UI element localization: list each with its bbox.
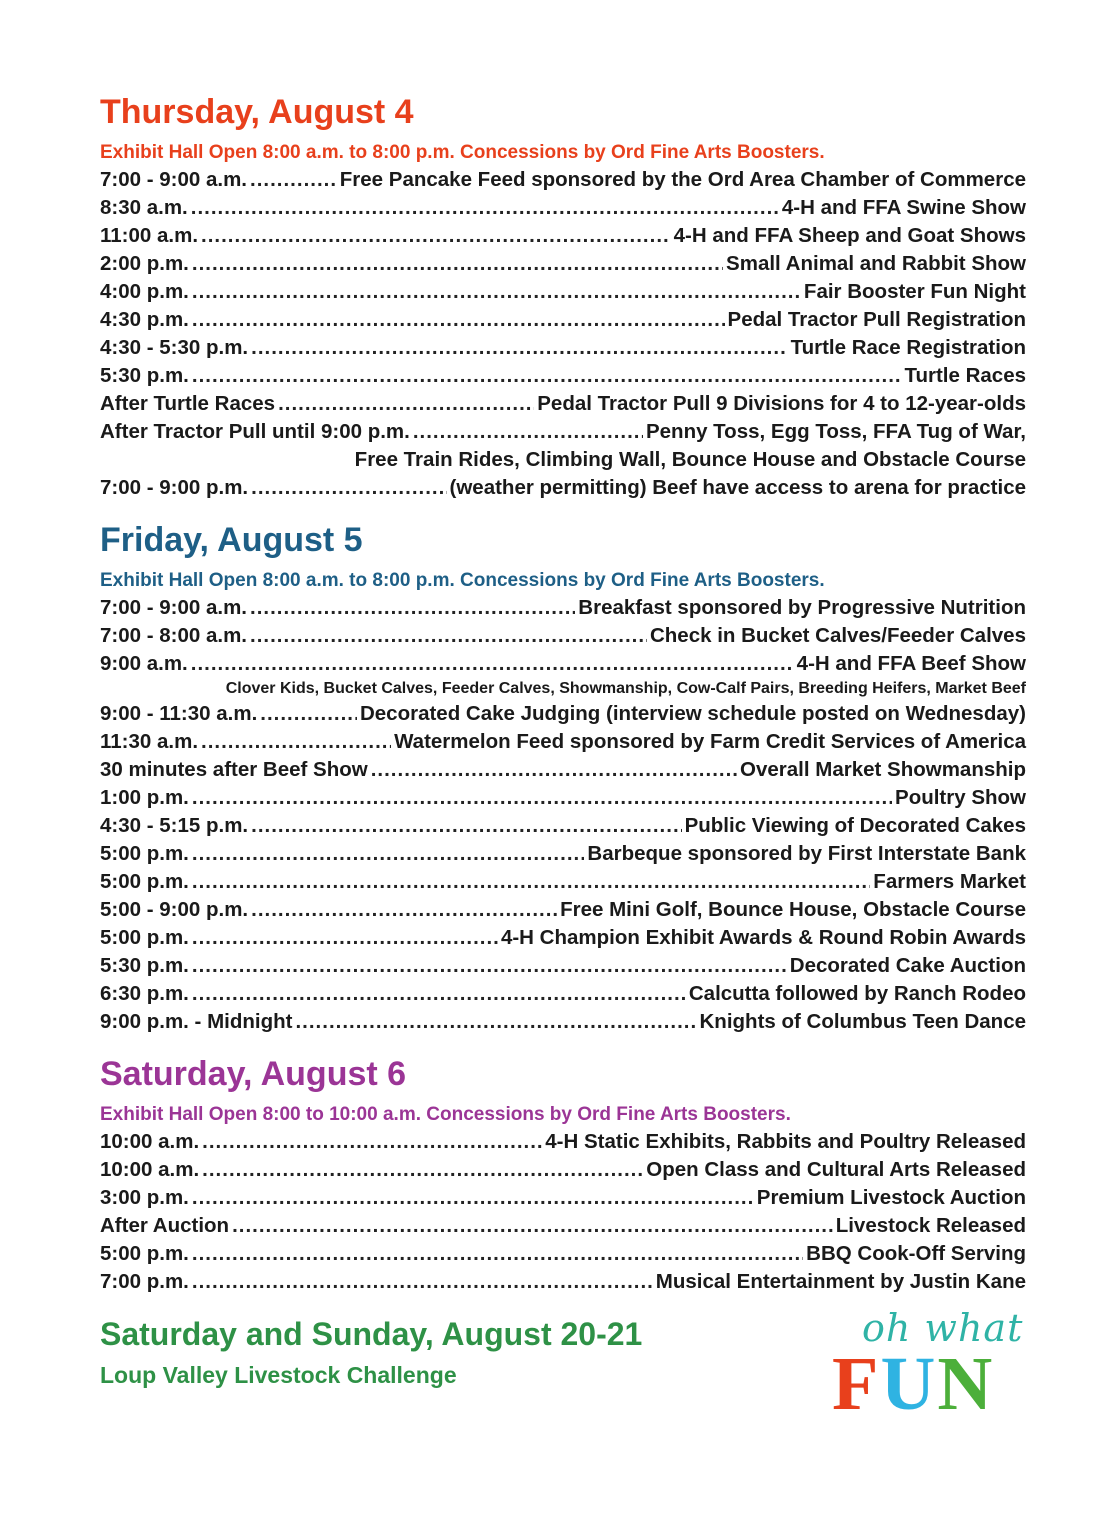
- row-time: 5:00 p.m.: [100, 870, 189, 893]
- row-time: 7:00 p.m.: [100, 1270, 189, 1293]
- schedule-row: [100, 840, 1026, 868]
- row-time: 4:00 p.m.: [100, 280, 189, 303]
- leader-dots: [192, 840, 585, 868]
- schedule-row: [100, 952, 1026, 980]
- friday-rows: [100, 594, 1026, 1036]
- row-time: 9:00 - 11:30 a.m.: [100, 702, 258, 725]
- row-time: 5:30 p.m.: [100, 364, 189, 387]
- row-event: Penny Toss, Egg Toss, FFA Tug of War,: [645, 420, 1026, 443]
- row-event: Calcutta followed by Ranch Rodeo: [688, 982, 1026, 1005]
- schedule-row: [100, 166, 1026, 194]
- schedule-row: [100, 924, 1026, 952]
- row-event: 4-H and FFA Swine Show: [781, 196, 1026, 219]
- row-time: 11:30 a.m.: [100, 730, 199, 753]
- schedule-row: [100, 728, 1026, 756]
- row-event: Watermelon Feed sponsored by Farm Credit Services of America: [394, 730, 1026, 753]
- saturday-hall-hours: Exhibit Hall Open 8:00 to 10:00 a.m. Concessions by Ord Fine Arts Boosters.: [100, 1104, 791, 1125]
- schedule-row: [100, 1184, 1026, 1212]
- leader-dots: [232, 1212, 833, 1240]
- thursday-hall-hours: Exhibit Hall Open 8:00 a.m. to 8:00 p.m. Concessions by Ord Fine Arts Boosters.: [100, 142, 825, 163]
- schedule-row: [100, 1212, 1026, 1240]
- row-event: Musical Entertainment by Justin Kane: [655, 1270, 1026, 1293]
- row-time: 30 minutes after Beef Show: [100, 758, 368, 781]
- thursday-title: Thursday, August 4: [100, 93, 414, 131]
- schedule-row: [100, 1240, 1026, 1268]
- leader-dots: [192, 1268, 653, 1296]
- row-time: 10:00 a.m.: [100, 1158, 200, 1181]
- schedule-row: [100, 1268, 1026, 1296]
- leader-dots: [192, 952, 787, 980]
- row-event: Pedal Tractor Pull 9 Divisions for 4 to 12-year-olds: [537, 392, 1026, 415]
- schedule-row: [100, 278, 1026, 306]
- row-time: 6:30 p.m.: [100, 982, 189, 1005]
- schedule-row: [100, 896, 1026, 924]
- row-time: 7:00 - 9:00 p.m.: [100, 476, 249, 499]
- row-time: 5:30 p.m.: [100, 954, 189, 977]
- row-time: 9:00 a.m.: [100, 652, 188, 675]
- schedule-row: [100, 418, 1026, 446]
- row-event: Overall Market Showmanship: [740, 758, 1026, 781]
- row-time: 7:00 - 8:00 a.m.: [100, 624, 247, 647]
- leader-dots: [191, 650, 794, 678]
- oh-what-fun-logo: [832, 1308, 1032, 1428]
- leader-dots: [251, 334, 787, 362]
- thursday-section: [100, 92, 1026, 502]
- leader-dots: [371, 756, 737, 784]
- row-event: Livestock Released: [835, 1214, 1026, 1237]
- row-continuation: Free Train Rides, Climbing Wall, Bounce House and Obstacle Course: [354, 448, 1026, 471]
- saturday-title: Saturday, August 6: [100, 1055, 407, 1093]
- schedule-row: [100, 1156, 1026, 1184]
- schedule-row: [100, 650, 1026, 678]
- row-time: 9:00 p.m. - Midnight: [100, 1010, 293, 1033]
- row-time: 2:00 p.m.: [100, 252, 189, 275]
- row-event: Farmers Market: [873, 870, 1026, 893]
- schedule-row: [100, 1128, 1026, 1156]
- row-time: After Turtle Races: [100, 392, 276, 415]
- logo-tagline: oh what: [862, 1306, 1024, 1350]
- row-event: Turtle Race Registration: [790, 336, 1026, 359]
- saturday-section: [100, 1054, 1026, 1296]
- row-time: 8:30 a.m.: [100, 196, 188, 219]
- row-time: 5:00 p.m.: [100, 842, 189, 865]
- row-event: Pedal Tractor Pull Registration: [727, 308, 1026, 331]
- logo-letter-u: U: [880, 1342, 938, 1426]
- leader-dots: [192, 278, 801, 306]
- row-time: 11:00 a.m.: [100, 224, 199, 247]
- row-event: 4-H and FFA Beef Show: [796, 652, 1026, 675]
- leader-dots: [191, 194, 779, 222]
- friday-title: Friday, August 5: [100, 521, 363, 559]
- schedule-row: [100, 784, 1026, 812]
- row-time: 4:30 p.m.: [100, 308, 189, 331]
- schedule-row: [100, 700, 1026, 728]
- schedule-row: [100, 306, 1026, 334]
- leader-dots: [192, 1240, 803, 1268]
- row-event: Turtle Races: [904, 364, 1026, 387]
- leader-dots: [202, 1128, 542, 1156]
- schedule-row: [100, 594, 1026, 622]
- leader-dots: [250, 622, 647, 650]
- leader-dots: [192, 1184, 754, 1212]
- row-event: 4-H Static Exhibits, Rabbits and Poultry Released: [545, 1130, 1026, 1153]
- leader-dots: [251, 474, 446, 502]
- leader-dots: [192, 980, 686, 1008]
- row-event: Open Class and Cultural Arts Released: [646, 1158, 1026, 1181]
- row-time: 7:00 - 9:00 a.m.: [100, 596, 247, 619]
- schedule-row: [100, 980, 1026, 1008]
- schedule-row: [100, 250, 1026, 278]
- schedule-row: [100, 474, 1026, 502]
- row-time: 5:00 - 9:00 p.m.: [100, 898, 249, 921]
- row-event: (weather permitting) Beef have access to arena for practice: [449, 476, 1026, 499]
- weekend-subtitle: Loup Valley Livestock Challenge: [100, 1362, 457, 1388]
- schedule-row: [100, 622, 1026, 650]
- row-time: 4:30 - 5:30 p.m.: [100, 336, 249, 359]
- row-event: Check in Bucket Calves/Feeder Calves: [649, 624, 1026, 647]
- leader-dots: [192, 924, 498, 952]
- thursday-rows: [100, 166, 1026, 502]
- schedule-row: [100, 756, 1026, 784]
- row-time: 1:00 p.m.: [100, 786, 189, 809]
- row-event: Decorated Cake Auction: [789, 954, 1026, 977]
- friday-section: [100, 520, 1026, 1036]
- leader-dots: [251, 896, 557, 924]
- schedule-row: [100, 812, 1026, 840]
- leader-dots: [202, 1156, 643, 1184]
- row-time: After Auction: [100, 1214, 230, 1237]
- schedule-page: [100, 92, 1026, 1390]
- logo-fun-word: [832, 1344, 994, 1424]
- row-event: Breakfast sponsored by Progressive Nutrition: [578, 596, 1026, 619]
- row-event: Knights of Columbus Teen Dance: [699, 1010, 1026, 1033]
- row-time: After Tractor Pull until 9:00 p.m.: [100, 420, 410, 443]
- leader-dots: [192, 250, 723, 278]
- leader-dots: [260, 700, 357, 728]
- schedule-row: [100, 362, 1026, 390]
- leader-dots: [278, 390, 534, 418]
- friday-hall-hours: Exhibit Hall Open 8:00 a.m. to 8:00 p.m. Concessions by Ord Fine Arts Boosters.: [100, 570, 825, 591]
- logo-letter-f: F: [832, 1342, 881, 1426]
- row-time: 7:00 - 9:00 a.m.: [100, 168, 247, 191]
- row-event: Free Pancake Feed sponsored by the Ord Area Chamber of Commerce: [339, 168, 1026, 191]
- row-time: 10:00 a.m.: [100, 1130, 200, 1153]
- row-event: Free Mini Golf, Bounce House, Obstacle Course: [560, 898, 1026, 921]
- schedule-row: [100, 868, 1026, 896]
- saturday-rows: [100, 1128, 1026, 1296]
- leader-dots: [251, 812, 681, 840]
- row-time: 3:00 p.m.: [100, 1186, 189, 1209]
- leader-dots: [250, 594, 575, 622]
- row-event: Public Viewing of Decorated Cakes: [684, 814, 1026, 837]
- leader-dots: [413, 418, 643, 446]
- weekend-title: Saturday and Sunday, August 20-21: [100, 1316, 643, 1352]
- logo-letter-n: N: [937, 1342, 995, 1426]
- row-event: 4-H Champion Exhibit Awards & Round Robin Awards: [500, 926, 1026, 949]
- leader-dots: [295, 1008, 696, 1036]
- row-event: 4-H and FFA Sheep and Goat Shows: [673, 224, 1026, 247]
- leader-dots: [192, 362, 902, 390]
- schedule-row: [100, 1008, 1026, 1036]
- row-time: 5:00 p.m.: [100, 926, 189, 949]
- leader-dots: [192, 306, 725, 334]
- row-event: Fair Booster Fun Night: [803, 280, 1026, 303]
- row-event: Barbeque sponsored by First Interstate Bank: [587, 842, 1026, 865]
- row-time: 4:30 - 5:15 p.m.: [100, 814, 249, 837]
- beef-show-classes: Clover Kids, Bucket Calves, Feeder Calves, Showmanship, Cow-Calf Pairs, Breeding Heifers, Market Beef: [225, 680, 1026, 697]
- leader-dots: [250, 166, 337, 194]
- leader-dots: [192, 868, 870, 896]
- row-event: Premium Livestock Auction: [756, 1186, 1026, 1209]
- schedule-row: [100, 222, 1026, 250]
- row-event: Poultry Show: [895, 786, 1026, 809]
- row-event: Small Animal and Rabbit Show: [726, 252, 1026, 275]
- leader-dots: [201, 222, 671, 250]
- row-time: 5:00 p.m.: [100, 1242, 189, 1265]
- leader-dots: [192, 784, 892, 812]
- schedule-row: [100, 334, 1026, 362]
- schedule-row: [100, 390, 1026, 418]
- row-event: Decorated Cake Judging (interview schedule posted on Wednesday): [359, 702, 1026, 725]
- schedule-row: [100, 194, 1026, 222]
- leader-dots: [201, 728, 391, 756]
- row-event: BBQ Cook-Off Serving: [806, 1242, 1026, 1265]
